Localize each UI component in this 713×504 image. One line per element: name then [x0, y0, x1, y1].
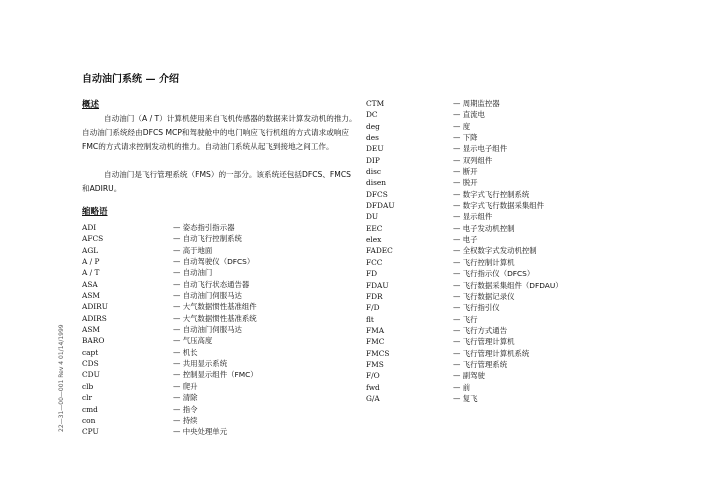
abbreviation-list-left [82, 222, 362, 438]
abbreviation-term: deg [366, 121, 380, 131]
abbreviation-definition: — 飞行指示仪（DFCS） [453, 269, 535, 279]
abbreviation-term: G/A [366, 393, 380, 403]
abbreviation-term: F/D [366, 303, 380, 313]
abbreviation-definition: — 自动飞行控制系统 [173, 234, 242, 244]
abbreviation-definition: — 显示电子组件 [453, 144, 508, 154]
abbreviation-definition: — 飞行管理系统 [453, 359, 508, 369]
abbreviation-definition: — 度 [453, 121, 471, 131]
abbreviation-term: ASA [82, 279, 98, 289]
abbreviation-item [366, 234, 666, 245]
abbreviation-item [82, 426, 362, 437]
abbreviation-item [366, 155, 666, 166]
abbreviation-item [82, 347, 362, 358]
abbreviation-item [82, 290, 362, 301]
abbreviation-definition: — 断开 [453, 167, 478, 177]
abbreviation-term: FCC [366, 257, 383, 267]
abbreviation-term: F/O [366, 371, 380, 381]
abbreviation-term: ASM [82, 291, 100, 301]
abbreviation-definition: — 飞行指引仪 [453, 303, 500, 313]
page-title: 自动油门系统 — 介绍 [82, 74, 179, 85]
abbreviation-term: DIP [366, 155, 380, 165]
abbreviation-term: flt [366, 314, 374, 324]
abbreviation-term: CDU [82, 370, 100, 380]
abbreviation-item [366, 268, 666, 279]
abbreviation-item [366, 200, 666, 211]
abbreviation-definition: — 大气数据惯性基准组件 [173, 302, 257, 312]
abbreviation-item [82, 369, 362, 380]
abbreviation-item [366, 177, 666, 188]
abbreviation-item [82, 222, 362, 233]
abbreviation-definition: — 飞行方式通告 [453, 325, 508, 335]
abbreviation-definition: — 自动驾驶仪（DFCS） [173, 257, 255, 267]
abbreviation-definition: — 显示组件 [453, 212, 493, 222]
abbreviation-term: FD [366, 269, 378, 279]
abbreviation-term: CPU [82, 427, 99, 437]
abbreviation-item [366, 302, 666, 313]
abbreviation-item [366, 143, 666, 154]
abbreviation-item [82, 335, 362, 346]
abbreviation-definition: — 中央处理单元 [173, 427, 228, 437]
abbreviation-definition: — 自动油门伺服马达 [173, 325, 242, 335]
abbreviation-item [366, 393, 666, 404]
abbreviation-definition: — 机长 [173, 347, 198, 357]
abbreviation-definition: — 指令 [173, 404, 198, 414]
abbreviation-term: capt [82, 347, 99, 357]
abbreviation-item [82, 245, 362, 256]
abbreviation-item [82, 267, 362, 278]
abbreviation-definition: — 爬升 [173, 381, 198, 391]
abbreviation-item [366, 257, 666, 268]
abbreviation-term: disen [366, 178, 387, 188]
abbreviation-definition: — 前 [453, 382, 471, 392]
abbreviation-term: des [366, 133, 379, 143]
abbreviation-definition: — 飞行管理计算机系统 [453, 348, 530, 358]
overview-paragraph-1: 自动油门（A / T）计算机使用来自飞机传感器的数据来计算发动机的推力。自动油门系统经由DFCS MCP和驾驶舱中的电门响应飞行机组的方式请求或响应FMC的方式请求控制发动机的推力。自动油门系统从起飞到接地之间工作。 [82, 114, 357, 151]
abbreviation-definition: — 直流电 [453, 110, 485, 120]
abbreviation-definition: — 复飞 [453, 393, 478, 403]
abbreviation-item [366, 223, 666, 234]
abbreviation-definition: — 飞行数据采集组件（DFDAU） [453, 280, 563, 290]
abbreviation-definition: — 大气数据惯性基准系统 [173, 313, 257, 323]
abbreviation-item [366, 109, 666, 120]
abbreviation-item [366, 291, 666, 302]
abbreviation-item [82, 415, 362, 426]
abbreviation-term: FDR [366, 291, 383, 301]
abbreviation-definition: — 飞行数据记录仪 [453, 291, 515, 301]
abbreviation-definition: — 电子发动机控制 [453, 223, 515, 233]
overview-paragraph-2: 自动油门是飞行管理系统（FMS）的一部分。该系统还包括DFCS、FMCS和ADIRU。 [82, 170, 351, 193]
abbreviation-definition: — 数字式飞行控制系统 [453, 189, 530, 199]
abbreviation-item [366, 280, 666, 291]
abbreviation-term: clb [82, 381, 94, 391]
abbreviation-definition: — 自动油门伺服马达 [173, 291, 242, 301]
abbreviation-item [82, 324, 362, 335]
abbreviation-term: FMS [366, 359, 384, 369]
abbreviation-definition: — 脱开 [453, 178, 478, 188]
abbreviation-definition: — 全权数字式发动机控制 [453, 246, 537, 256]
abbreviation-term: CTM [366, 99, 385, 108]
abbreviation-term: cmd [82, 404, 98, 414]
abbreviation-definition: — 双列组件 [453, 155, 493, 165]
abbreviation-item [82, 381, 362, 392]
abbreviation-term: DEU [366, 144, 384, 154]
abbreviation-term: A / P [82, 257, 100, 267]
abbreviations-heading: 缩略语 [82, 207, 108, 217]
abbreviation-item [82, 233, 362, 244]
abbreviation-item [366, 121, 666, 132]
abbreviation-definition: — 副驾驶 [453, 371, 485, 381]
abbreviation-item [82, 313, 362, 324]
abbreviation-term: BARO [82, 336, 105, 346]
abbreviation-item [82, 301, 362, 312]
abbreviation-definition: — 自动油门 [173, 268, 213, 278]
abbreviation-item [366, 211, 666, 222]
abbreviation-term: AFCS [82, 234, 104, 244]
abbreviation-term: clr [82, 393, 93, 403]
abbreviation-definition: — 周期监控器 [453, 99, 500, 108]
abbreviation-definition: — 飞行控制计算机 [453, 257, 515, 267]
abbreviation-definition: — 姿态指引指示器 [173, 223, 235, 232]
abbreviation-term: FMC [366, 337, 385, 347]
abbreviation-item [366, 245, 666, 256]
abbreviation-term: FDAU [366, 280, 389, 290]
overview-heading: 概述 [82, 100, 100, 110]
abbreviation-item [366, 314, 666, 325]
abbreviation-term: A / T [82, 268, 100, 278]
abbreviation-definition: — 高于地面 [173, 245, 213, 255]
abbreviation-term: FMCS [366, 348, 390, 358]
abbreviation-term: FADEC [366, 246, 393, 256]
abbreviation-definition: — 电子 [453, 235, 478, 245]
abbreviation-term: DFDAU [366, 201, 395, 211]
abbreviation-definition: — 气压高度 [173, 336, 213, 346]
abbreviation-item [366, 325, 666, 336]
abbreviation-definition: — 清除 [173, 393, 198, 403]
abbreviation-item [366, 370, 666, 381]
abbreviation-item [366, 189, 666, 200]
abbreviation-item [82, 279, 362, 290]
abbreviation-term: CDS [82, 359, 99, 369]
abbreviation-item [366, 98, 666, 109]
abbreviation-definition: — 控制显示组件（FMC） [173, 370, 258, 380]
abbreviation-term: con [82, 415, 96, 425]
abbreviation-item [82, 256, 362, 267]
abbreviation-term: ASM [82, 325, 100, 335]
abbreviation-definition: — 共用显示系统 [173, 359, 228, 369]
abbreviation-term: AGL [82, 245, 99, 255]
abbreviation-item [366, 359, 666, 370]
abbreviation-definition: — 持续 [173, 415, 198, 425]
abbreviation-definition: — 自动飞行状态通告器 [173, 279, 250, 289]
abbreviation-list-right [366, 98, 666, 404]
abbreviation-term: elex [366, 235, 382, 245]
abbreviation-definition: — 飞行 [453, 314, 478, 324]
abbreviation-definition: — 数字式飞行数据采集组件 [453, 201, 545, 211]
abbreviation-item [366, 382, 666, 393]
abbreviation-item [82, 404, 362, 415]
abbreviation-item [366, 336, 666, 347]
abbreviation-item [366, 348, 666, 359]
abbreviation-term: EEC [366, 223, 383, 233]
abbreviation-term: DU [366, 212, 379, 222]
abbreviation-term: DC [366, 110, 378, 120]
abbreviation-item [366, 166, 666, 177]
abbreviation-item [82, 392, 362, 403]
abbreviation-definition: — 飞行管理计算机 [453, 337, 515, 347]
abbreviation-item [82, 358, 362, 369]
abbreviation-term: ADIRU [82, 302, 108, 312]
abbreviation-term: DFCS [366, 189, 388, 199]
abbreviation-definition: — 下降 [453, 133, 478, 143]
abbreviation-term: ADIRS [82, 313, 107, 323]
abbreviation-term: FMA [366, 325, 385, 335]
abbreviation-item [366, 132, 666, 143]
document-margin-code: 22—31—00—001 Rev 4 01/14/1999 [58, 324, 65, 432]
abbreviation-term: fwd [366, 382, 380, 392]
abbreviation-term: disc [366, 167, 382, 177]
abbreviation-term: ADI [82, 223, 97, 232]
